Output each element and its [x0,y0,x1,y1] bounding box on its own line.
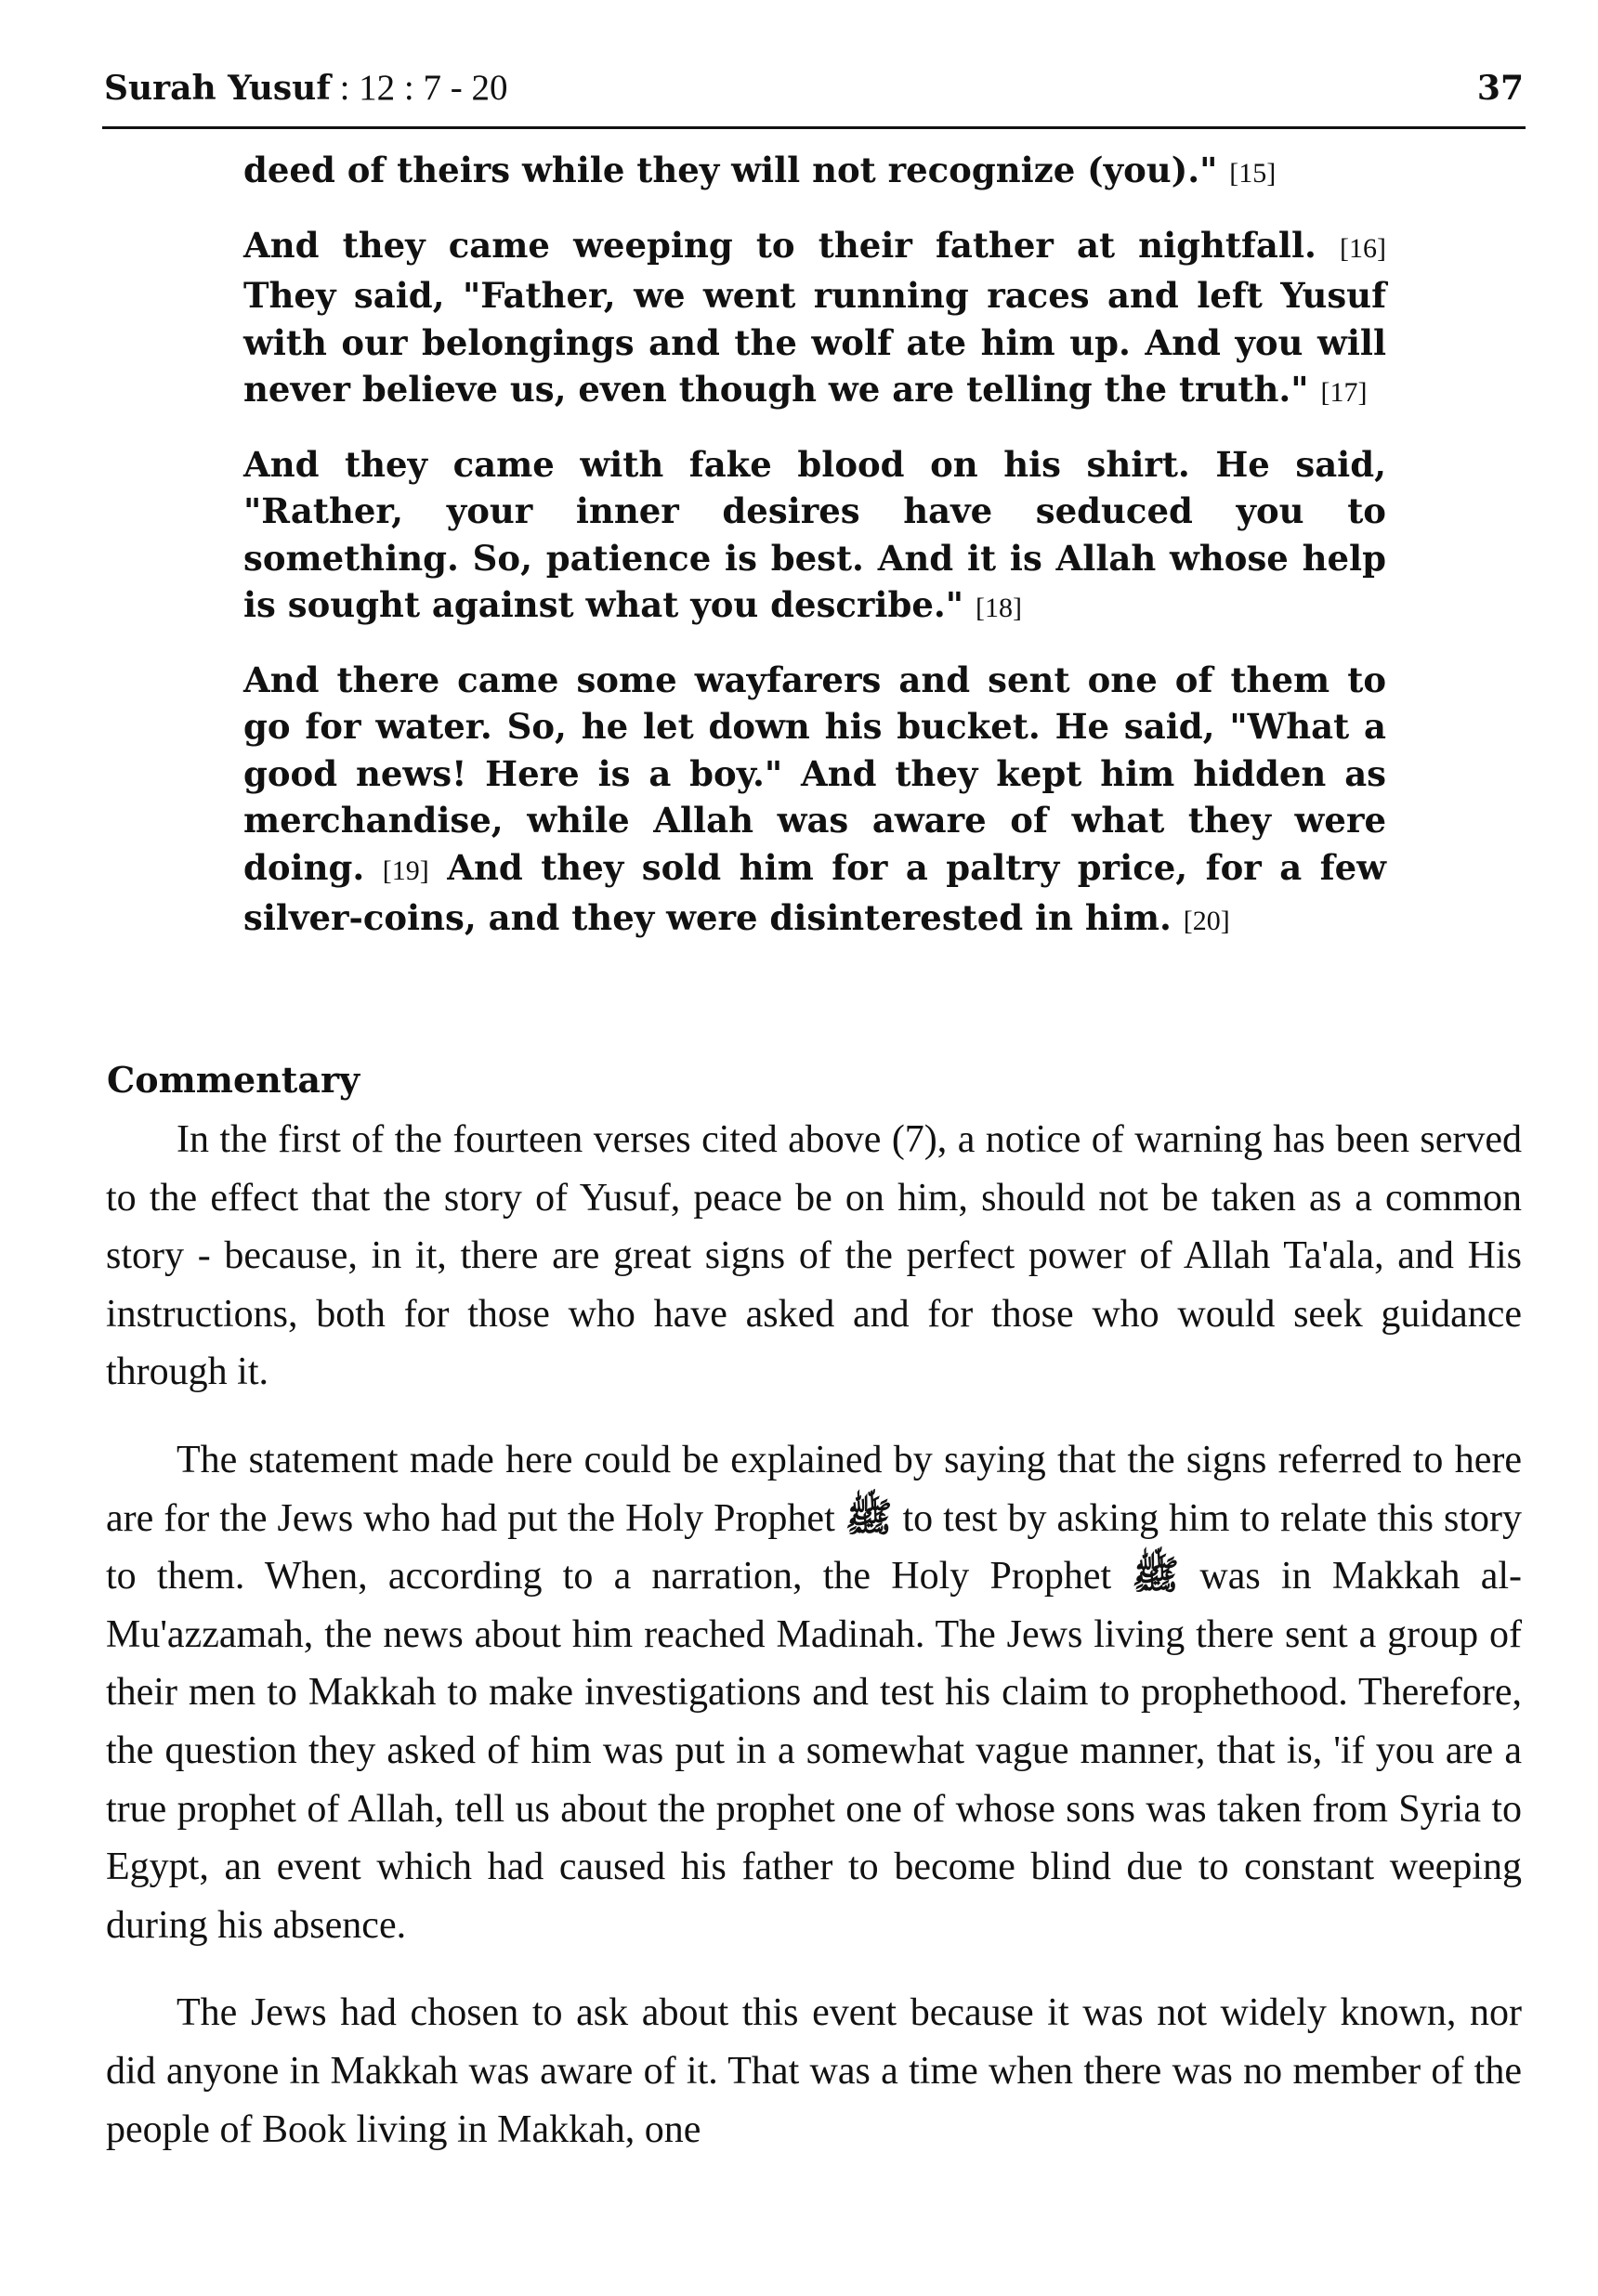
paragraph-text: The statement made here could be explained by saying that the signs referred to here are for the Jews who had put the Holy Prophet [106,1438,1522,1540]
verse-text: They said, "Father, we went running races and left Yusuf with our belongings and the wolf ate him up. And you will never believe us, even though we are telling the truth." [243,275,1386,410]
verse-text: And they sold him for a paltry price, for a few silver-coins, and they were disinterested in him. [243,846,1386,938]
paragraph-text: to test by asking him to relate this story to them. When, according to a narration, the Holy Prophet [106,1496,1523,1598]
verse-translation [243,147,1386,970]
commentary-heading: Commentary [107,1059,360,1101]
verse-block [243,441,1386,633]
verse-text: deed of theirs while they will not recognize (you)." [243,150,1218,190]
verse-block [243,657,1386,946]
running-head [104,65,508,111]
page-number: 37 [1476,69,1524,108]
page-header [104,65,1524,121]
verse-number: [15] [1229,158,1277,189]
commentary-body [106,1111,1522,2188]
verse-text: And they came weeping to their father at nightfall. [243,224,1316,266]
surah-reference: : 12 : 7 - 20 [339,68,508,108]
commentary-paragraph: In the first of the fourteen verses cited above (7), a notice of warning has been served to the effect that the story of Yusuf, peace be on him, should not be taken as a common story - because, in it, there are great signs of the perfect power of Allah Ta'ala, and His instructions, both for those who have asked and for those who would seek guidance through it. [106,1118,1522,1394]
surah-title: Surah Yusuf [104,69,331,108]
verse-block [243,147,1386,198]
commentary-paragraph [106,1431,1522,1954]
verse-number: [16] [1340,232,1387,264]
verse-block [243,222,1386,417]
verse-text: And there came some wayfarers and sent one of them to go for water. So, he let down his bucket. He said, "What a good news! Here is a boy." And they kept him hidden as merchandise, while Allah was aware of what they were doing. [243,659,1386,888]
header-rule [102,126,1526,129]
verse-number: [17] [1320,377,1368,408]
verse-number: [20] [1183,906,1230,936]
salutation-symbol: ﷺ [845,1496,893,1540]
verse-number: [19] [382,854,429,886]
commentary-paragraph: The Jews had chosen to ask about this event because it was not widely known, nor did anyone in Makkah was aware of it. That was a time when there was no member of the people of Book living in Makkah, one [106,1991,1522,2151]
paragraph-text: was in Makkah al-Mu'azzamah, the news about him reached Madinah. The Jews living there sent a group of their men to Makkah to make investigations and test his claim to prophethood. Therefore, the question they asked of him was put in a somewhat vague manner, that is, 'if you are a true prophet of Allah, tell us about the prophet one of whose sons was taken from Syria to Egypt, an event which had caused his father to become blind due to constant weeping during his absence. [106,1555,1523,1947]
verse-number: [18] [975,593,1022,623]
verse-text: And they came with fake blood on his shirt. He said, "Rather, your inner desires have seduced you to something. So, patience is best. And it is Allah whose help is sought against what you describe." [243,443,1386,625]
salutation-symbol: ﷺ [1132,1555,1180,1598]
